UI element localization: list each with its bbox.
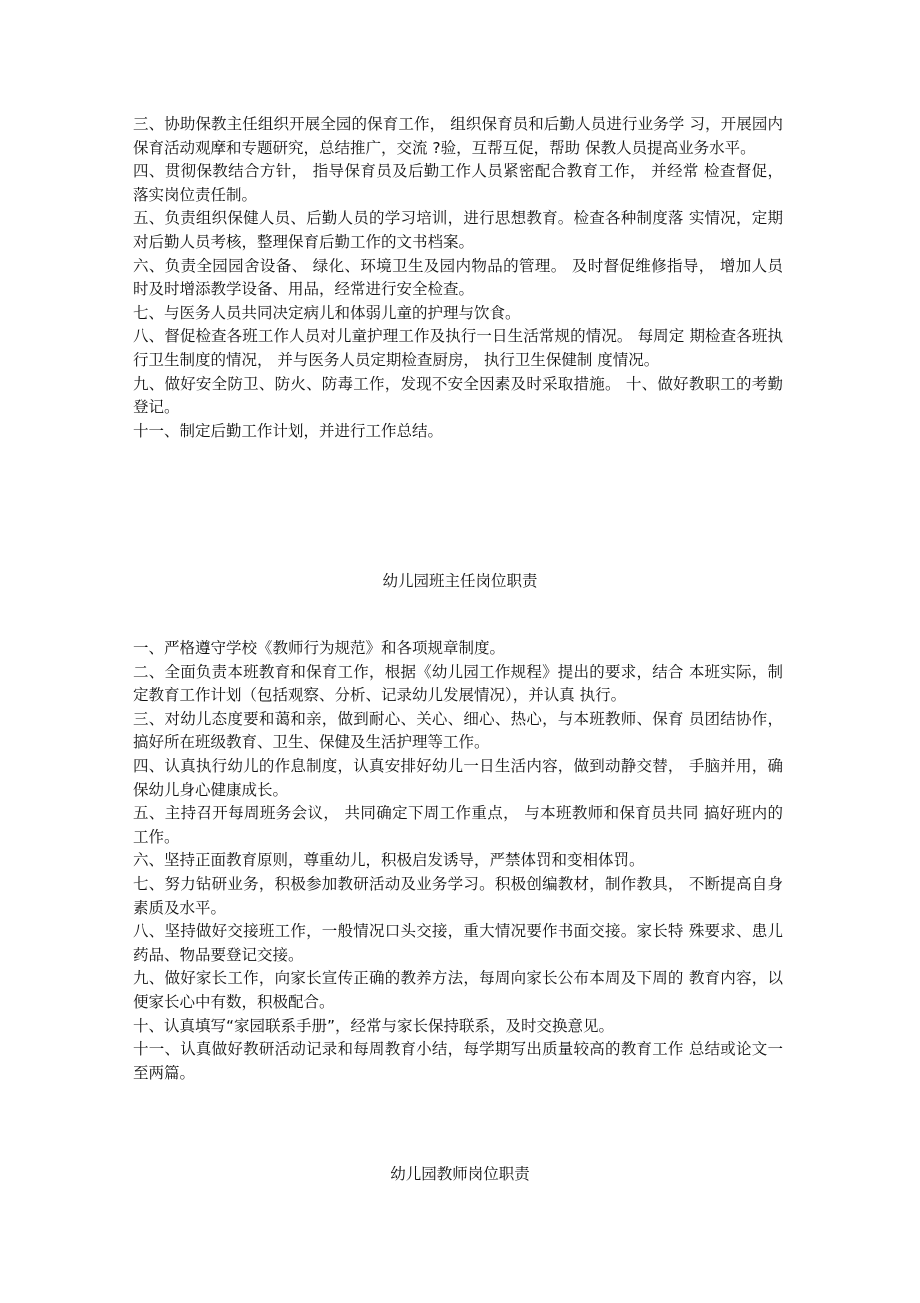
section-title-teacher: 幼儿园教师岗位职责 bbox=[390, 1165, 530, 1183]
duty-item-1: 一、严格遵守学校《教师行为规范》和各项规章制度。 bbox=[133, 639, 506, 657]
duty-item-2: 二、全面负责本班教育和保育工作，根据《幼儿园工作规程》提出的要求，结合 本班实际，制定教育工作计划（包括观察、分析、记录幼儿发展情况），并认真 执行。 bbox=[133, 662, 783, 705]
duty-item-5: 五、主持召开每周班务会议， 共同确定下周工作重点， 与本班教师和保育员共同 搞好班内的工作。 bbox=[133, 804, 783, 846]
section-logistics-duties bbox=[133, 113, 783, 443]
duty-item-6: 六、负责全园园舍设备、 绿化、环境卫生及园内物品的管理。 及时督促维修指导， 增加人员时及时增添教学设备、用品，经常进行安全检查。 bbox=[133, 256, 783, 299]
duty-item-4: 四、认真执行幼儿的作息制度，认真安排好幼儿一日生活内容，做到动静交替， 手脑并用，确保幼儿身心健康成长。 bbox=[133, 756, 783, 799]
duty-item-7: 七、努力钻研业务，积极参加教研活动及业务学习。积极创编教材，制作教具， 不断提高自身素质及水平。 bbox=[133, 874, 783, 917]
duty-item-10: 十、认真填写“家园联系手册”，经常与家长保持联系，及时交换意见。 bbox=[133, 1016, 615, 1035]
duty-item-5: 五、负责组织保健人员、后勤人员的学习培训，进行思想教育。检查各种制度落 实情况，定期对后勤人员考核，整理保育后勤工作的文书档案。 bbox=[133, 209, 783, 251]
duty-item-7: 七、与医务人员共同决定病儿和体弱儿童的护理与饮食。 bbox=[133, 303, 521, 322]
duty-item-8: 八、督促检查各班工作人员对儿童护理工作及执行一日生活常规的情况。 每周定 期检查各班执行卫生制度的情况， 并与医务人员定期检查厨房， 执行卫生保健制 度情况。 bbox=[133, 327, 783, 369]
section-title-head-teacher: 幼儿园班主任岗位职责 bbox=[382, 572, 538, 590]
duty-item-9-10: 九、做好安全防卫、防火、防毒工作，发现不安全因素及时采取措施。 十、做好教职工的考勤登记。 bbox=[133, 374, 783, 417]
duty-item-3: 三、对幼儿态度要和蔼和亲，做到耐心、关心、细心、热心，与本班教师、保育 员团结协作，搞好所在班级教育、卫生、保健及生活护理等工作。 bbox=[133, 709, 783, 752]
duty-item-11: 十一、认真做好教研活动记录和每周教育小结，每学期写出质量较高的教育工作 总结或论文一至两篇。 bbox=[133, 1040, 783, 1082]
duty-item-11: 十一、制定后勤工作计划，并进行工作总结。 bbox=[133, 421, 444, 440]
section-head-teacher-duties bbox=[133, 637, 783, 1085]
duty-item-3: 三、协助保教主任组织开展全园的保育工作， 组织保育员和后勤人员进行业务学 习，开展园内保育活动观摩和专题研究，总结推广，交流 ?验，互帮互促，帮助 保教人员提高业务水平。 bbox=[133, 115, 783, 157]
duty-item-9: 九、做好家长工作，向家长宣传正确的教养方法，每周向家长公布本周及下周的 教育内容，以便家长心中有数，积极配合。 bbox=[133, 969, 783, 1011]
duty-item-6: 六、坚持正面教育原则，尊重幼儿，积极启发诱导，严禁体罚和变相体罚。 bbox=[133, 851, 645, 870]
duty-item-8: 八、坚持做好交接班工作，一般情况口头交接，重大情况要作书面交接。家长特 殊要求、患儿药品、物品要登记交接。 bbox=[133, 922, 783, 964]
duty-item-4: 四、贯彻保教结合方针， 指导保育员及后勤工作人员紧密配合教育工作， 并经常 检查督促，落实岗位责任制。 bbox=[133, 162, 783, 204]
